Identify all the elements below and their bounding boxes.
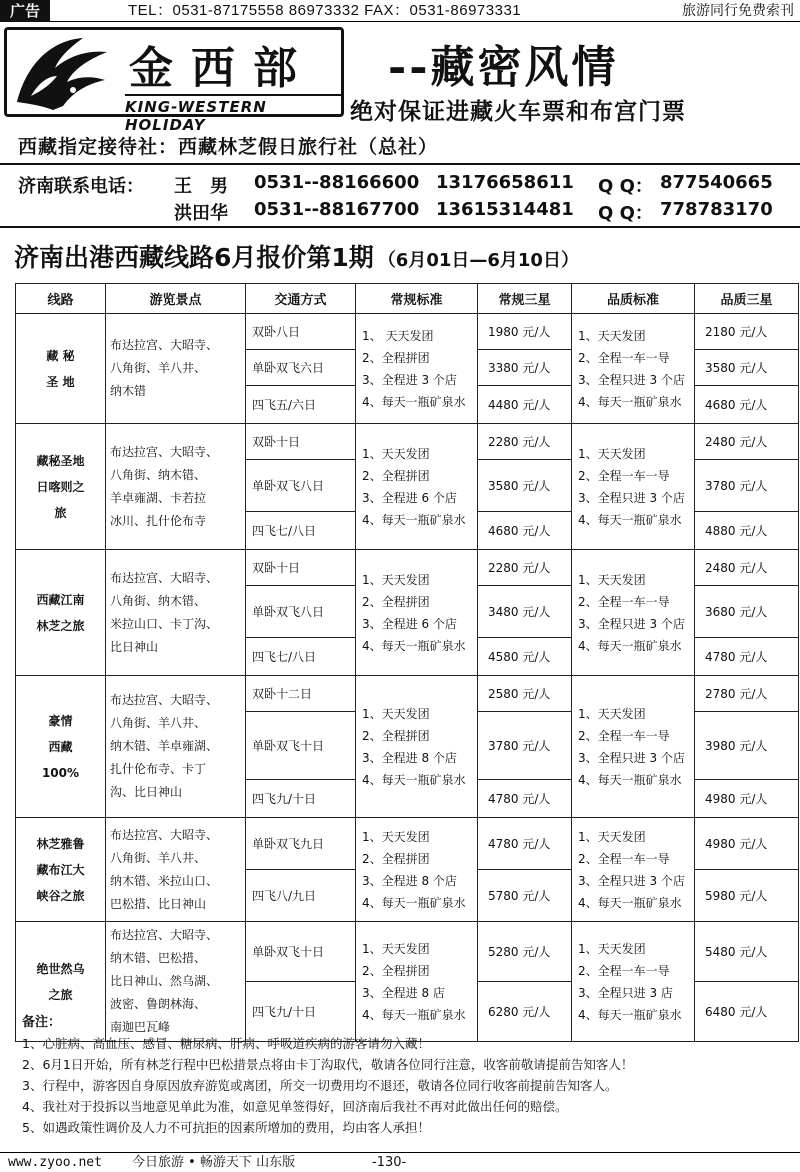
notes (22, 1012, 633, 1138)
quality-price: 5480 元/人 (695, 922, 799, 982)
designated-agency: 西藏指定接待社：西藏林芝假日旅行社（总社） (18, 136, 439, 158)
quality-price: 2180 元/人 (695, 314, 799, 350)
sight-line: 南迦巴瓦峰 (110, 1020, 171, 1034)
route-name (16, 314, 106, 424)
sight-line: 纳木错、羊卓雍湖、 (110, 739, 219, 753)
regular-price: 3780 元/人 (478, 712, 572, 780)
regular-price: 5280 元/人 (478, 922, 572, 982)
standard-line: 3、全程进 6 个店 (362, 616, 457, 631)
standard-line: 2、全程一车一导 (578, 350, 670, 365)
sight-line: 比日神山 (110, 639, 159, 654)
standard-line: 2、全程拼团 (362, 594, 430, 609)
quality-price: 4880 元/人 (695, 512, 799, 550)
sight-line: 八角街、羊八井、 (110, 716, 207, 730)
standard-line: 3、全程进 3 个店 (362, 372, 457, 387)
eagle-icon (13, 32, 113, 114)
quality-price: 2480 元/人 (695, 424, 799, 460)
table-row (16, 314, 799, 350)
sight-line: 羊卓雍湖、卡若拉 (110, 490, 207, 505)
contact-name: 洪田华 (174, 203, 228, 224)
standard-line: 3、全程只进 3 个店 (578, 372, 685, 387)
contact-mobile: 13176658611 (436, 172, 574, 193)
transport-option: 单卧双飞十日 (246, 922, 356, 982)
standard-line: 4、每天一瓶矿泉水 (362, 895, 466, 910)
standard-line: 1、天天发团 (362, 829, 430, 844)
sight-line: 沟、比日神山 (110, 785, 183, 799)
standard-line: 1、天天发团 (578, 328, 646, 343)
contact-tel: 0531--88166600 (254, 172, 420, 193)
table-row (16, 424, 799, 460)
quality-price: 6480 元/人 (695, 982, 799, 1042)
sight-line: 八角街、纳木错、 (110, 593, 207, 608)
regular-price: 4580 元/人 (478, 638, 572, 676)
table-header-row (16, 284, 799, 314)
header-transport: 交通方式 (246, 284, 356, 314)
regular-price: 1980 元/人 (478, 314, 572, 350)
sight-line: 比日神山、然乌湖、 (110, 974, 219, 988)
transport-option: 单卧双飞九日 (246, 818, 356, 870)
brand-name-cn: 金西部 (129, 43, 315, 94)
standard-line: 3、全程只进 3 个店 (578, 873, 685, 888)
standard-line: 2、全程拼团 (362, 851, 430, 866)
sight-line: 布达拉宫、大昭寺、 (110, 570, 219, 585)
slogan: --藏密风情 (388, 42, 619, 93)
header-route: 线路 (16, 284, 106, 314)
route-sights (106, 424, 246, 550)
table-row (16, 550, 799, 586)
regular-price: 6280 元/人 (478, 982, 572, 1042)
table-row (16, 922, 799, 982)
standard-line: 3、全程进 8 个店 (362, 873, 457, 888)
route-price-table (15, 283, 799, 1042)
quality-price: 4780 元/人 (695, 638, 799, 676)
route-name-line: 林芝之旅 (36, 618, 85, 633)
sight-line: 布达拉宫、大昭寺、 (110, 444, 219, 459)
route-name-line: 圣 地 (46, 374, 75, 389)
standard-line: 4、每天一瓶矿泉水 (578, 394, 682, 409)
sight-line: 冰川、扎什伦布寺 (110, 513, 207, 528)
regular-price: 5780 元/人 (478, 870, 572, 922)
standard-line: 2、全程拼团 (362, 350, 430, 365)
regular-standard (356, 550, 478, 676)
contact-mobile: 13615314481 (436, 199, 574, 220)
footer-magazine: 今日旅游 • 畅游天下 山东版 (132, 1155, 296, 1170)
standard-line: 3、全程只进 3 店 (578, 985, 673, 1000)
title-date-range: （6月01日—6月10日） (377, 250, 579, 271)
standard-line: 1、天天发团 (578, 446, 646, 461)
brand-logo (4, 27, 344, 134)
regular-standard (356, 676, 478, 818)
footer (0, 1152, 800, 1172)
quality-price: 2480 元/人 (695, 550, 799, 586)
note-item: 4、我社对于投拆以当地意见单此为准，如意见单签得好，回济南后我社不再对此做出任何的赔偿。 (22, 1099, 568, 1114)
standard-line: 3、全程只进 3 个店 (578, 616, 685, 631)
standard-line: 4、每天一瓶矿泉水 (578, 512, 682, 527)
regular-standard (356, 818, 478, 922)
regular-price: 3480 元/人 (478, 586, 572, 638)
route-sights (106, 550, 246, 676)
standard-line: 1、天天发团 (578, 829, 646, 844)
route-name (16, 676, 106, 818)
divider (0, 226, 800, 228)
header (0, 23, 800, 134)
sight-line: 米拉山口、卡丁沟、 (110, 616, 219, 631)
transport-option: 四飞九/十日 (246, 780, 356, 818)
standard-line: 2、全程一车一导 (578, 594, 670, 609)
sight-line: 布达拉宫、大昭寺、 (110, 693, 219, 707)
standard-line: 1、天天发团 (578, 706, 646, 721)
route-name (16, 818, 106, 922)
sight-line: 八角街、纳木错、 (110, 467, 207, 482)
transport-option: 四飞九/十日 (246, 982, 356, 1042)
contact-name: 王 男 (174, 176, 228, 197)
transport-option: 四飞五/六日 (246, 386, 356, 424)
agency-contact-line: TEL：0531-87175558 86973332 FAX：0531-86973331 (128, 2, 522, 19)
sight-line: 扎什伦布寺、卡丁 (110, 762, 207, 776)
route-name-line: 日喀则之 (36, 479, 85, 494)
standard-line: 1、天天发团 (578, 941, 646, 956)
transport-option: 单卧双飞八日 (246, 460, 356, 512)
sub-slogan: 绝对保证进藏火车票和布宫门票 (350, 99, 686, 125)
regular-price: 4780 元/人 (478, 818, 572, 870)
sight-line: 巴松措、比日神山 (110, 896, 207, 911)
quality-price: 4980 元/人 (695, 818, 799, 870)
route-sights (106, 314, 246, 424)
quality-standard (572, 314, 695, 424)
sight-line: 纳木错、米拉山口、 (110, 873, 219, 888)
quality-price: 5980 元/人 (695, 870, 799, 922)
route-name-line: 100% (41, 765, 80, 780)
note-item: 3、行程中，游客因自身原因放弃游览或离团，所交一切费用均不退还，敬请各位同行收客前提前告知客人。 (22, 1078, 618, 1093)
regular-price: 3380 元/人 (478, 350, 572, 386)
standard-line: 4、每天一瓶矿泉水 (362, 772, 466, 787)
regular-price: 4780 元/人 (478, 780, 572, 818)
transport-option: 双卧十日 (246, 550, 356, 586)
sight-line: 布达拉宫、大昭寺、 (110, 338, 219, 352)
transport-option: 单卧双飞十日 (246, 712, 356, 780)
route-name (16, 424, 106, 550)
quality-standard (572, 550, 695, 676)
standard-line: 1、天天发团 (578, 572, 646, 587)
standard-line: 4、每天一瓶矿泉水 (362, 638, 466, 653)
standard-line: 4、每天一瓶矿泉水 (578, 895, 682, 910)
sight-line: 布达拉宫、大昭寺、 (110, 827, 219, 842)
contact-qq-label: Q Q： (598, 176, 653, 197)
sight-line: 八角街、羊八井、 (110, 361, 207, 375)
transport-option: 四飞七/八日 (246, 512, 356, 550)
quality-price: 2780 元/人 (695, 676, 799, 712)
note-item: 5、如遇政策性调价及人力不可抗拒的因素所增加的费用，均由客人承担！ (22, 1120, 430, 1135)
standard-line: 1、天天发团 (362, 941, 430, 956)
regular-price: 2580 元/人 (478, 676, 572, 712)
sight-line: 纳木错 (110, 384, 147, 398)
quality-price: 3980 元/人 (695, 712, 799, 780)
notes-heading: 备注： (22, 1015, 62, 1030)
standard-line: 4、每天一瓶矿泉水 (362, 394, 466, 409)
transport-option: 四飞八/九日 (246, 870, 356, 922)
route-name-line: 绝世然乌 (36, 961, 85, 976)
quality-price: 3580 元/人 (695, 350, 799, 386)
title-main: 济南出港西藏线路6月报价第1期 (14, 243, 374, 272)
route-name-line: 林芝雅鲁 (36, 836, 85, 851)
standard-line: 4、每天一瓶矿泉水 (362, 1007, 466, 1022)
quality-standard (572, 424, 695, 550)
transport-option: 单卧双飞八日 (246, 586, 356, 638)
standard-line: 2、全程一车一导 (578, 468, 670, 483)
route-name (16, 550, 106, 676)
standard-line: 2、全程一车一导 (578, 851, 670, 866)
transport-option: 双卧八日 (246, 314, 356, 350)
quality-standard (572, 818, 695, 922)
quality-price: 4680 元/人 (695, 386, 799, 424)
regular-standard (356, 314, 478, 424)
sight-line: 八角街、羊八井、 (110, 850, 207, 865)
route-name-line: 旅 (54, 505, 67, 520)
standard-line: 3、全程进 8 个店 (362, 750, 457, 765)
header-regular-three-star: 常规三星 (478, 284, 572, 314)
route-sights (106, 676, 246, 818)
quality-standard (572, 676, 695, 818)
route-name-line: 之旅 (48, 987, 73, 1002)
contact-qq: 778783170 (660, 199, 773, 220)
regular-standard (356, 424, 478, 550)
page-number: -130- (372, 1155, 407, 1170)
route-name-line: 峡谷之旅 (36, 888, 85, 903)
route-sights (106, 818, 246, 922)
header-regular-standard: 常规标准 (356, 284, 478, 314)
header-sights: 游览景点 (106, 284, 246, 314)
standard-line: 3、全程只进 3 个店 (578, 750, 685, 765)
standard-line: 2、全程一车一导 (578, 963, 670, 978)
route-name-line: 藏 秘 (46, 348, 75, 363)
standard-line: 1、 天天发团 (362, 328, 434, 343)
standard-line: 3、全程只进 3 个店 (578, 490, 685, 505)
sight-line: 布达拉宫、大昭寺、 (110, 928, 219, 942)
brand-name-en: KING-WESTERN HOLIDAY (125, 94, 341, 134)
route-name-line: 西藏 (48, 739, 73, 754)
transport-option: 单卧双飞六日 (246, 350, 356, 386)
standard-line: 3、全程进 6 个店 (362, 490, 457, 505)
free-request-note: 旅游同行免费索刊 (682, 3, 794, 19)
transport-option: 双卧十日 (246, 424, 356, 460)
regular-price: 4680 元/人 (478, 512, 572, 550)
contact-qq: 877540665 (660, 172, 773, 193)
standard-line: 1、天天发团 (362, 572, 430, 587)
note-item: 1、心脏病、高血压、感冒、糖尿病、肝病、呼吸道疾病的游客请勿入藏！ (22, 1036, 430, 1051)
standard-line: 2、全程拼团 (362, 468, 430, 483)
contact-qq-label: Q Q： (598, 203, 653, 224)
footer-website: www.zyoo.net (8, 1155, 102, 1170)
contacts-label: 济南联系电话： (18, 176, 144, 197)
quality-price: 3680 元/人 (695, 586, 799, 638)
regular-price: 4480 元/人 (478, 386, 572, 424)
regular-price: 2280 元/人 (478, 424, 572, 460)
standard-line: 4、每天一瓶矿泉水 (578, 1007, 682, 1022)
route-name-line: 豪情 (48, 713, 73, 728)
divider (0, 163, 800, 165)
quality-price: 3780 元/人 (695, 460, 799, 512)
standard-line: 4、每天一瓶矿泉水 (578, 638, 682, 653)
note-item: 2、6月1日开始，所有林芝行程中巴松措景点将由卡丁沟取代，敬请各位同行注意，收客前敬请提前告知客人！ (22, 1057, 634, 1072)
regular-price: 2280 元/人 (478, 550, 572, 586)
route-name-line: 藏布江大 (36, 862, 85, 877)
regular-price: 3580 元/人 (478, 460, 572, 512)
standard-line: 2、全程拼团 (362, 963, 430, 978)
quality-price: 4980 元/人 (695, 780, 799, 818)
standard-line: 2、全程拼团 (362, 728, 430, 743)
header-quality-three-star: 品质三星 (695, 284, 799, 314)
contact-tel: 0531--88167700 (254, 199, 420, 220)
transport-option: 双卧十二日 (246, 676, 356, 712)
standard-line: 3、全程进 8 店 (362, 985, 445, 1000)
table-row (16, 676, 799, 712)
route-name-line: 西藏江南 (36, 592, 85, 607)
table-row (16, 818, 799, 870)
transport-option: 四飞七/八日 (246, 638, 356, 676)
ad-tag: 广告 (0, 0, 50, 22)
sight-line: 波密、鲁朗林海、 (110, 997, 207, 1011)
standard-line: 1、天天发团 (362, 706, 430, 721)
standard-line: 1、天天发团 (362, 446, 430, 461)
page-title (14, 238, 579, 274)
header-quality-standard: 品质标准 (572, 284, 695, 314)
standard-line: 2、全程一车一导 (578, 728, 670, 743)
sight-line: 纳木错、巴松措、 (110, 951, 207, 965)
top-bar (0, 0, 800, 22)
route-name-line: 藏秘圣地 (36, 453, 85, 468)
standard-line: 4、每天一瓶矿泉水 (362, 512, 466, 527)
standard-line: 4、每天一瓶矿泉水 (578, 772, 682, 787)
